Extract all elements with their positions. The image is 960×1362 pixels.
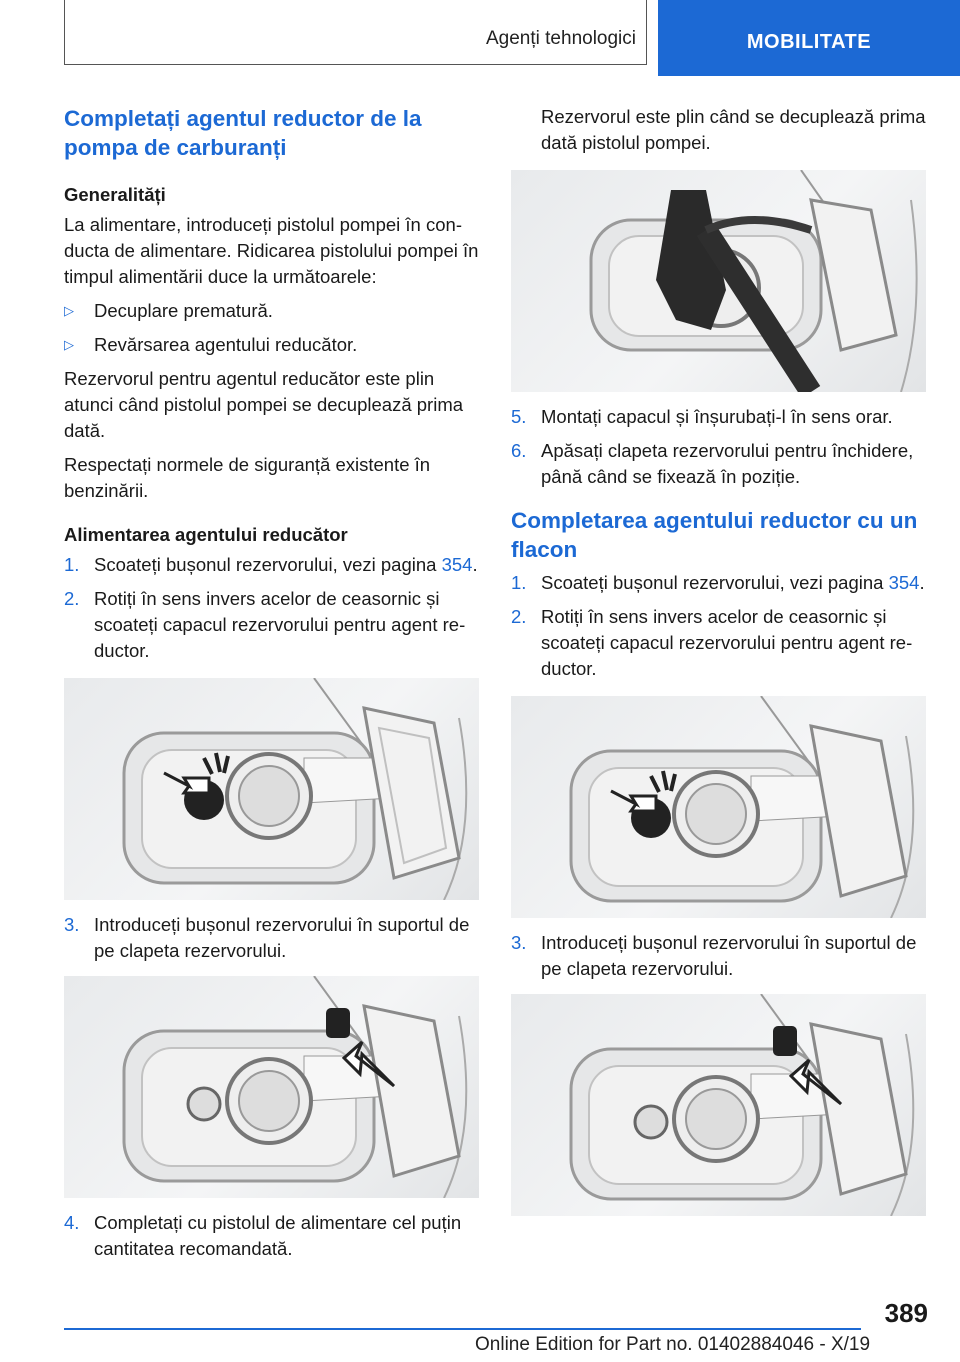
header-bottom-rule: [64, 64, 646, 65]
illustration-cap-in-holder: [64, 976, 479, 1198]
bullet-text: Decuplare prematură.: [94, 300, 273, 321]
paragraph: Respectați normele de siguranță existente în benzinării.: [64, 454, 431, 501]
intro-text: Rezervorul este plin când se decuplează prima dată pistolul pompei.: [541, 106, 926, 153]
footer-rule: [64, 1328, 861, 1330]
illustration-open-reductor-cap: [64, 678, 479, 900]
page-link[interactable]: 354: [441, 554, 473, 575]
header-left-rule: [64, 0, 65, 65]
illustration-cap-in-holder-2: [511, 994, 926, 1216]
step-text: Scoateți bușonul rezervorului, vezi pagina: [94, 554, 442, 575]
step-number: 2.: [64, 588, 80, 609]
general-text: La alimentare, introduceți pistolul pompei în conducta de alimentare. Ridicarea pistolului pompei în timpul alimentării duce la următoarele:: [64, 214, 479, 287]
bullet-text: Revărsarea agentului reducător.: [94, 334, 358, 355]
header-section-title: Agenți tehnologici: [486, 28, 636, 49]
step-text: Scoateți bușonul rezervorului, vezi pagina: [541, 572, 889, 593]
step-number: 5.: [511, 406, 527, 427]
step-item: [511, 604, 926, 682]
illustration-pump-nozzle: [511, 170, 926, 392]
list-item: [64, 298, 479, 324]
right-column: [511, 104, 926, 1228]
step-item: [64, 586, 479, 664]
list-item: [64, 332, 479, 358]
section-title: Completați agentul reductor de la pompa de carburanți: [64, 106, 422, 160]
step-text-end: .: [919, 572, 925, 593]
step-text: Completați cu pistolul de alimentare cel puțin cantitatea recomandată.: [94, 1212, 462, 1259]
header-right-rule: [646, 0, 647, 65]
step-number: 6.: [511, 440, 527, 461]
step-number: 1.: [64, 554, 80, 575]
step-item: [64, 912, 479, 964]
step-text: Introduceți bușonul rezervorului în suportul de pe clapeta rezervorului.: [541, 932, 917, 979]
general-heading: Generalități: [64, 184, 166, 205]
step-number: 3.: [64, 914, 80, 935]
intro-text-item: [511, 104, 926, 156]
step-text-end: .: [472, 554, 478, 575]
footer-edition: Online Edition for Part no. 01402884046 - X/19: [475, 1334, 871, 1355]
step-item: [511, 570, 926, 596]
step-text: Montați capacul și înșurubați-l în sens orar.: [541, 406, 893, 427]
left-column: [64, 104, 479, 1270]
step-number: 2.: [511, 606, 527, 627]
step-text: Apăsați clapeta rezervorului pentru închidere, până când se fixează în poziție.: [541, 440, 914, 487]
step-number: 1.: [511, 572, 527, 593]
step-item: [511, 404, 926, 430]
step-text: Introduceți bușonul rezervorului în suportul de pe clapeta rezervorului.: [94, 914, 470, 961]
page-number: 389: [884, 1298, 928, 1328]
step-item: [511, 930, 926, 982]
header-chapter-tab[interactable]: MOBILITATE: [658, 0, 960, 76]
paragraph: Rezervorul pentru agentul reducător este plin atunci când pistolul pompei se decuplează prima dată.: [64, 368, 464, 441]
page-link[interactable]: 354: [888, 572, 920, 593]
step-text: Rotiți în sens invers acelor de ceasornic și scoateți capacul rezervorului pentru agent reductor.: [541, 606, 913, 679]
step-text: Rotiți în sens invers acelor de ceasornic și scoateți capacul rezervorului pentru agent reductor.: [94, 588, 466, 661]
section-title-2: Completarea agentului reductor cu un flacon: [511, 508, 918, 562]
step-item: [64, 552, 479, 578]
triangle-bullet-icon: ▷: [64, 337, 74, 352]
triangle-bullet-icon: ▷: [64, 303, 74, 318]
step-item: [511, 438, 926, 490]
illustration-open-reductor-cap-2: [511, 696, 926, 918]
step-item: [64, 1210, 479, 1262]
step-number: 3.: [511, 932, 527, 953]
step-number: 4.: [64, 1212, 80, 1233]
sub-heading: Alimentarea agentului reducător: [64, 524, 348, 545]
